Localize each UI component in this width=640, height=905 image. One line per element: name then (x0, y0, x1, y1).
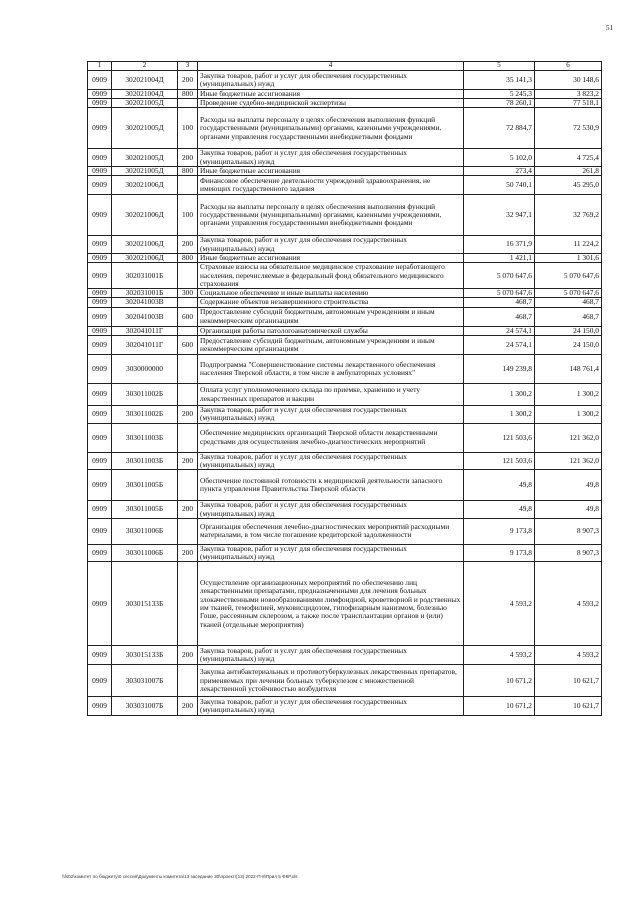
section-code-cell: 0909 (88, 544, 112, 562)
amount-col-6-cell: 4 593,2 (535, 646, 602, 665)
table-row (88, 501, 602, 519)
expense-type-code-cell: 200 (178, 452, 198, 470)
target-article-code-cell: 302021005Д (112, 108, 178, 149)
description-cell: Закупка товаров, работ и услуг для обеспечения государственных (муниципальных) нужд (198, 697, 464, 716)
description-cell: Иные бюджетные ассигнования (198, 166, 464, 175)
description-cell: Закупка товаров, работ и услуг для обеспечения государственных (муниципальных) нужд (198, 544, 464, 562)
amount-col-5-cell: 49,8 (464, 470, 535, 501)
target-article-code-cell: 302021006Д (112, 195, 178, 236)
description-cell: Иные бюджетные ассигнования (198, 89, 464, 98)
expense-type-code-cell: 100 (178, 195, 198, 236)
section-code-cell: 0909 (88, 697, 112, 716)
table-row (88, 697, 602, 716)
table-row (88, 452, 602, 470)
target-article-code-cell: 3030000000 (112, 355, 178, 384)
target-article-code-cell: 303011003Б (112, 423, 178, 452)
description-cell: Содержание объектов незавершенного строительства (198, 298, 464, 307)
table-row (88, 99, 602, 108)
section-code-cell: 0909 (88, 336, 112, 355)
amount-col-5-cell: 9 173,8 (464, 544, 535, 562)
table-row (88, 562, 602, 646)
section-code-cell: 0909 (88, 646, 112, 665)
table-row (88, 336, 602, 355)
amount-col-6-cell: 1 301,6 (535, 253, 602, 262)
column-header: 6 (535, 62, 602, 71)
target-article-code-cell: 303015133Б (112, 646, 178, 665)
amount-col-6-cell: 4 725,4 (535, 149, 602, 167)
target-article-code-cell: 302021005Д (112, 99, 178, 108)
amount-col-6-cell: 49,8 (535, 470, 602, 501)
target-article-code-cell: 303011005Б (112, 501, 178, 519)
description-cell: Расходы на выплаты персоналу в целях обеспечения выполнения функций государственными (муниципальными) органами, казенными учреждениями, органами управления государственными внебюджетными фондами (198, 195, 464, 236)
expense-type-code-cell (178, 384, 198, 406)
table-row (88, 646, 602, 665)
section-code-cell: 0909 (88, 99, 112, 108)
table-row (88, 166, 602, 175)
section-code-cell: 0909 (88, 307, 112, 326)
amount-col-5-cell: 1 300,2 (464, 406, 535, 424)
description-cell: Обеспечение постоянной готовности к медицинской деятельности запасного пункта управления Правительства Тверской области (198, 470, 464, 501)
table-header-row (88, 62, 602, 71)
expense-type-code-cell (178, 263, 198, 289)
description-cell: Закупка товаров, работ и услуг для обеспечения государственных (муниципальных) нужд (198, 406, 464, 424)
budget-table (87, 61, 602, 716)
amount-col-6-cell: 24 150,0 (535, 336, 602, 355)
amount-col-5-cell: 5 070 647,6 (464, 289, 535, 298)
amount-col-6-cell: 49,8 (535, 501, 602, 519)
expense-type-code-cell (178, 298, 198, 307)
expense-type-code-cell: 200 (178, 236, 198, 254)
footer-file-path: \\fs02\комитет по бюджету\0 сессия\Документы комитета\13 заседание 30\проект\(13) 2022-П-8\Прил 5 ФКР.xls (62, 874, 298, 879)
amount-col-5-cell: 24 574,1 (464, 326, 535, 335)
amount-col-5-cell: 32 947,1 (464, 195, 535, 236)
description-cell: Подпрограмма "Совершенствование системы лекарственного обеспечения населения Тверской области, в том числе в амбулаторных условиях" (198, 355, 464, 384)
section-code-cell: 0909 (88, 665, 112, 697)
expense-type-code-cell: 800 (178, 253, 198, 262)
table-row (88, 470, 602, 501)
table-row (88, 289, 602, 298)
description-cell: Проведение судебно-медицинской экспертизы (198, 99, 464, 108)
table-row (88, 326, 602, 335)
amount-col-5-cell: 4 593,2 (464, 562, 535, 646)
amount-col-6-cell: 121 362,0 (535, 423, 602, 452)
amount-col-5-cell: 121 503,6 (464, 452, 535, 470)
amount-col-5-cell: 10 671,2 (464, 665, 535, 697)
section-code-cell: 0909 (88, 452, 112, 470)
amount-col-6-cell: 10 621,7 (535, 665, 602, 697)
amount-col-5-cell: 10 671,2 (464, 697, 535, 716)
table-row (88, 665, 602, 697)
table-row (88, 384, 602, 406)
column-header: 5 (464, 62, 535, 71)
amount-col-5-cell: 468,7 (464, 298, 535, 307)
amount-col-6-cell: 45 295,0 (535, 176, 602, 195)
description-cell: Обеспечение медицинских организаций Тверской области лекарственными средствами для осуществления лечебно-диагностических мероприятий (198, 423, 464, 452)
amount-col-5-cell: 16 371,9 (464, 236, 535, 254)
amount-col-6-cell: 3 823,2 (535, 89, 602, 98)
target-article-code-cell: 302031001Б (112, 289, 178, 298)
description-cell: Предоставление субсидий бюджетным, автономным учреждениям и иным некоммерческим организациям (198, 307, 464, 326)
amount-col-5-cell: 49,8 (464, 501, 535, 519)
section-code-cell: 0909 (88, 518, 112, 544)
description-cell: Закупка товаров, работ и услуг для обеспечения государственных (муниципальных) нужд (198, 149, 464, 167)
target-article-code-cell: 302021006Д (112, 253, 178, 262)
expense-type-code-cell: 800 (178, 166, 198, 175)
description-cell: Организация работы патологоанатомической службы (198, 326, 464, 335)
expense-type-code-cell: 200 (178, 70, 198, 89)
expense-type-code-cell: 600 (178, 336, 198, 355)
amount-col-6-cell: 10 621,7 (535, 697, 602, 716)
expense-type-code-cell: 600 (178, 307, 198, 326)
target-article-code-cell: 302041003В (112, 298, 178, 307)
table-row (88, 518, 602, 544)
section-code-cell: 0909 (88, 89, 112, 98)
table-row (88, 253, 602, 262)
section-code-cell: 0909 (88, 195, 112, 236)
expense-type-code-cell (178, 518, 198, 544)
expense-type-code-cell (178, 99, 198, 108)
target-article-code-cell: 303011002Б (112, 384, 178, 406)
table-row (88, 355, 602, 384)
expense-type-code-cell (178, 176, 198, 195)
description-cell: Организация обеспечения лечебно-диагностических мероприятий расходными материалами, в том числе погашение кредиторской задолженности (198, 518, 464, 544)
target-article-code-cell: 303015133Б (112, 562, 178, 646)
section-code-cell: 0909 (88, 562, 112, 646)
amount-col-6-cell: 8 907,3 (535, 544, 602, 562)
amount-col-6-cell: 24 150,0 (535, 326, 602, 335)
amount-col-5-cell: 72 884,7 (464, 108, 535, 149)
expense-type-code-cell: 200 (178, 544, 198, 562)
table-row (88, 298, 602, 307)
amount-col-5-cell: 121 503,6 (464, 423, 535, 452)
amount-col-6-cell: 121 362,0 (535, 452, 602, 470)
target-article-code-cell: 303031007Б (112, 665, 178, 697)
expense-type-code-cell (178, 470, 198, 501)
description-cell: Предоставление субсидий бюджетным, автономным учреждениям и иным некоммерческим организациям (198, 336, 464, 355)
expense-type-code-cell: 100 (178, 108, 198, 149)
column-header: 1 (88, 62, 112, 71)
target-article-code-cell: 303031007Б (112, 697, 178, 716)
target-article-code-cell: 303011006Б (112, 544, 178, 562)
table-row (88, 544, 602, 562)
section-code-cell: 0909 (88, 166, 112, 175)
section-code-cell: 0909 (88, 423, 112, 452)
amount-col-6-cell: 4 593,2 (535, 562, 602, 646)
amount-col-5-cell: 273,4 (464, 166, 535, 175)
expense-type-code-cell (178, 423, 198, 452)
description-cell: Страховые взносы на обязательное медицинское страхование неработающего населения, перечисляемые в федеральный фонд обязательного медицинского страхования (198, 263, 464, 289)
expense-type-code-cell: 200 (178, 646, 198, 665)
table-row (88, 423, 602, 452)
amount-col-5-cell: 149 239,8 (464, 355, 535, 384)
amount-col-6-cell: 72 530,9 (535, 108, 602, 149)
amount-col-6-cell: 468,7 (535, 298, 602, 307)
amount-col-5-cell: 5 070 647,6 (464, 263, 535, 289)
amount-col-5-cell: 78 260,1 (464, 99, 535, 108)
amount-col-6-cell: 1 300,2 (535, 406, 602, 424)
target-article-code-cell: 302041011Г (112, 336, 178, 355)
amount-col-6-cell: 261,8 (535, 166, 602, 175)
table-row (88, 149, 602, 167)
target-article-code-cell: 303011003Б (112, 452, 178, 470)
table-row (88, 89, 602, 98)
description-cell: Закупка товаров, работ и услуг для обеспечения государственных (муниципальных) нужд (198, 236, 464, 254)
target-article-code-cell: 302021006Д (112, 236, 178, 254)
amount-col-5-cell: 4 593,2 (464, 646, 535, 665)
amount-col-6-cell: 148 761,4 (535, 355, 602, 384)
expense-type-code-cell: 200 (178, 501, 198, 519)
section-code-cell: 0909 (88, 501, 112, 519)
section-code-cell: 0909 (88, 70, 112, 89)
description-cell: Осуществление организационных мероприятий по обеспечению лиц лекарственными препаратами, предназначенными для лечения больных злокачественными новообразованиями лимфоидной, кроветворной и родственных им тканей, гемофилией, муковисцидозом, гипофизарным нанизмом, болезнью Гоше, рассеянным склерозом, а также после трансплантации органов и (или) тканей (отдельные мероприятия) (198, 562, 464, 646)
amount-col-6-cell: 32 769,2 (535, 195, 602, 236)
target-article-code-cell: 302041011Г (112, 326, 178, 335)
target-article-code-cell: 302021004Д (112, 70, 178, 89)
amount-col-5-cell: 5 102,0 (464, 149, 535, 167)
column-header: 3 (178, 62, 198, 71)
expense-type-code-cell: 200 (178, 149, 198, 167)
amount-col-6-cell: 11 224,2 (535, 236, 602, 254)
amount-col-5-cell: 5 245,3 (464, 89, 535, 98)
description-cell: Расходы на выплаты персоналу в целях обеспечения выполнения функций государственными (муниципальными) органами, казенными учреждениями, органами управления государственными внебюджетными фондами (198, 108, 464, 149)
table-row (88, 236, 602, 254)
description-cell: Финансовое обеспечение деятельности учреждений здравоохранения, не имеющих государственного задания (198, 176, 464, 195)
target-article-code-cell: 302021004Д (112, 89, 178, 98)
page-number: 51 (606, 24, 613, 32)
description-cell: Закупка антибактериальных и противотуберкулезных лекарственных препаратов, применяемых при лечении больных туберкулезом с множественной лекарственной устойчивостью возбудителя (198, 665, 464, 697)
description-cell: Закупка товаров, работ и услуг для обеспечения государственных (муниципальных) нужд (198, 501, 464, 519)
section-code-cell: 0909 (88, 176, 112, 195)
section-code-cell: 0909 (88, 298, 112, 307)
column-header: 2 (112, 62, 178, 71)
amount-col-5-cell: 1 300,2 (464, 384, 535, 406)
amount-col-6-cell: 8 907,3 (535, 518, 602, 544)
section-code-cell: 0909 (88, 149, 112, 167)
table-row (88, 108, 602, 149)
target-article-code-cell: 302031001Б (112, 263, 178, 289)
target-article-code-cell: 302021006Д (112, 176, 178, 195)
description-cell: Оплата услуг уполномоченного склада по приемке, хранению и учету лекарственных препаратов и вакцин (198, 384, 464, 406)
description-cell: Закупка товаров, работ и услуг для обеспечения государственных (муниципальных) нужд (198, 70, 464, 89)
section-code-cell: 0909 (88, 355, 112, 384)
section-code-cell: 0909 (88, 253, 112, 262)
expense-type-code-cell (178, 562, 198, 646)
section-code-cell: 0909 (88, 236, 112, 254)
amount-col-5-cell: 9 173,8 (464, 518, 535, 544)
section-code-cell: 0909 (88, 289, 112, 298)
table-row (88, 263, 602, 289)
target-article-code-cell: 303011006Б (112, 518, 178, 544)
amount-col-6-cell: 5 070 647,6 (535, 289, 602, 298)
target-article-code-cell: 302021005Д (112, 149, 178, 167)
expense-type-code-cell (178, 665, 198, 697)
section-code-cell: 0909 (88, 470, 112, 501)
description-cell: Закупка товаров, работ и услуг для обеспечения государственных (муниципальных) нужд (198, 646, 464, 665)
table-row (88, 307, 602, 326)
description-cell: Социальное обеспечение и иные выплаты населению (198, 289, 464, 298)
expense-type-code-cell: 300 (178, 289, 198, 298)
amount-col-6-cell: 5 070 647,6 (535, 263, 602, 289)
amount-col-5-cell: 50 740,1 (464, 176, 535, 195)
amount-col-6-cell: 77 518,1 (535, 99, 602, 108)
target-article-code-cell: 302021005Д (112, 166, 178, 175)
table-row (88, 406, 602, 424)
expense-type-code-cell: 800 (178, 89, 198, 98)
table-row (88, 195, 602, 236)
amount-col-5-cell: 468,7 (464, 307, 535, 326)
section-code-cell: 0909 (88, 406, 112, 424)
amount-col-6-cell: 468,7 (535, 307, 602, 326)
table-row (88, 70, 602, 89)
amount-col-5-cell: 24 574,1 (464, 336, 535, 355)
section-code-cell: 0909 (88, 326, 112, 335)
amount-col-6-cell: 1 300,2 (535, 384, 602, 406)
description-cell: Иные бюджетные ассигнования (198, 253, 464, 262)
column-header: 4 (198, 62, 464, 71)
section-code-cell: 0909 (88, 263, 112, 289)
expense-type-code-cell: 200 (178, 697, 198, 716)
description-cell: Закупка товаров, работ и услуг для обеспечения государственных (муниципальных) нужд (198, 452, 464, 470)
target-article-code-cell: 302041003В (112, 307, 178, 326)
section-code-cell: 0909 (88, 384, 112, 406)
expense-type-code-cell: 200 (178, 406, 198, 424)
expense-type-code-cell (178, 355, 198, 384)
target-article-code-cell: 303011002Б (112, 406, 178, 424)
amount-col-6-cell: 30 148,6 (535, 70, 602, 89)
table-row (88, 176, 602, 195)
expense-type-code-cell (178, 326, 198, 335)
section-code-cell: 0909 (88, 108, 112, 149)
amount-col-5-cell: 35 141,3 (464, 70, 535, 89)
target-article-code-cell: 303011005Б (112, 470, 178, 501)
amount-col-5-cell: 1 421,1 (464, 253, 535, 262)
